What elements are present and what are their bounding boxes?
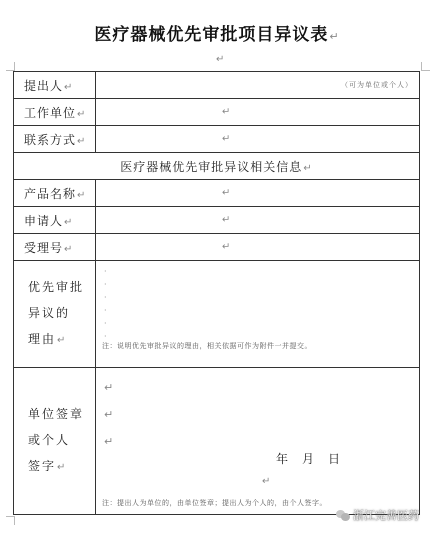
contact-field[interactable]: ↵	[96, 126, 420, 153]
proposer-row	[14, 72, 420, 99]
margin-corner-mark	[6, 62, 15, 71]
applicant-field[interactable]: ↵	[96, 207, 420, 234]
contact-row	[14, 126, 420, 153]
seal-note: 注：提出人为单位的，由单位签章；提出人为个人的，由个人签字。	[102, 499, 327, 507]
empty-line-marks: ↵ ↵ ↵	[104, 381, 114, 448]
product-label: 产品名称↵	[14, 180, 96, 207]
workplace-label: 工作单位↵	[14, 99, 96, 126]
product-field[interactable]: ↵	[96, 180, 420, 207]
signature-date: 年 月 日	[276, 452, 343, 466]
paragraph-mark: ↵	[216, 54, 225, 65]
acceptance-row	[14, 234, 420, 261]
proposer-field[interactable]	[96, 72, 420, 99]
seal-row	[14, 368, 420, 515]
watermark: 浙江完善医药	[336, 506, 419, 524]
objection-label: 优先审批 异议的 理由↵	[14, 261, 96, 368]
workplace-row	[14, 99, 420, 126]
seal-field[interactable]: ↵ ↵ ↵ 年 月 日 ↵ 注：提出人为单位的，由单位签章；提出人为个人的，由个人签字。	[96, 368, 420, 515]
product-row	[14, 180, 420, 207]
section-header-row	[14, 153, 420, 180]
empty-line-marks: · · · · · ·	[104, 267, 107, 341]
objection-form-table	[13, 71, 420, 515]
proposer-hint: （可为单位或个人）	[341, 81, 413, 89]
objection-note: 注：说明优先审批异议的理由，相关依据可作为附件一并提交。	[102, 342, 312, 350]
margin-corner-mark	[421, 62, 430, 71]
document-title: 医疗器械优先审批项目异议表↵	[94, 25, 340, 45]
contact-label: 联系方式↵	[14, 126, 96, 153]
proposer-label: 提出人↵	[14, 72, 96, 99]
section-header: 医疗器械优先审批异议相关信息↵	[14, 153, 420, 180]
margin-corner-mark	[6, 516, 15, 525]
seal-label: 单位签章 或个人 签字↵	[14, 368, 96, 515]
workplace-field[interactable]: ↵	[96, 99, 420, 126]
applicant-label: 申请人↵	[14, 207, 96, 234]
applicant-row	[14, 207, 420, 234]
acceptance-label: 受理号↵	[14, 234, 96, 261]
wechat-icon	[336, 509, 350, 521]
objection-row	[14, 261, 420, 368]
acceptance-field[interactable]: ↵	[96, 234, 420, 261]
objection-field[interactable]	[96, 261, 420, 368]
